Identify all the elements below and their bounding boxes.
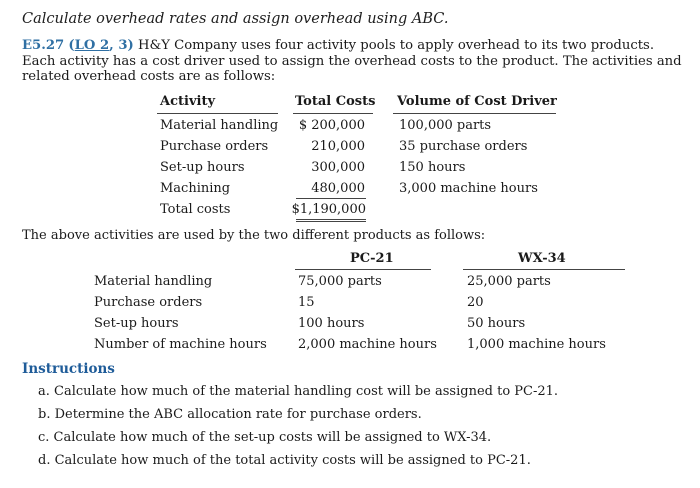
activity-driver: 150 hours [399,160,466,175]
total-double-rule-1 [296,219,366,220]
pc21-value: 100 hours [298,316,365,331]
activity-name: Set-up hours [160,160,245,175]
header-pc21: PC-21 [350,251,394,266]
lo-rest: , 3) [109,38,134,53]
instruction-item: d. Calculate how much of the total activity costs will be assigned to PC-21. [38,453,531,468]
pc21-value: 75,000 parts [298,274,382,289]
instruction-item: b. Determine the ABC allocation rate for purchase orders. [38,407,422,422]
header-rule-wx34 [463,269,625,270]
product-row-label: Material handling [94,274,213,289]
header-wx34: WX-34 [518,251,566,266]
activity-driver: 100,000 parts [399,118,492,133]
product-row-label: Number of machine hours [94,337,267,352]
activity-cost: $ 200,000 [298,118,365,133]
pc21-value: 2,000 machine hours [298,337,437,352]
wx34-value: 1,000 machine hours [467,337,606,352]
instruction-item: a. Calculate how much of the material handling cost will be assigned to PC-21. [38,384,559,399]
product-row-label: Set-up hours [94,316,179,331]
exercise-headline: Calculate overhead rates and assign overhead using ABC. [22,11,449,27]
total-rule [296,198,366,199]
wx34-value: 20 [467,295,484,310]
total-value: $1,190,000 [291,202,366,217]
wx34-value: 25,000 parts [467,274,551,289]
header-volume-driver: Volume of Cost Driver [397,94,557,109]
problem-statement [22,38,684,85]
problem-number: E5.27 [22,38,65,53]
header-rule-activity [157,113,278,114]
learning-objective-link[interactable]: LO 2 [74,38,110,53]
instructions-title: Instructions [22,361,115,377]
activity-name: Material handling [160,118,279,133]
activity-driver: 3,000 machine hours [399,181,538,196]
total-label: Total costs [160,202,231,217]
activity-cost: 480,000 [311,181,365,196]
activity-name: Purchase orders [160,139,269,154]
header-rule-pc21 [295,269,431,270]
activity-name: Machining [160,181,231,196]
total-double-rule-2 [296,221,366,222]
activity-cost: 210,000 [311,139,365,154]
header-rule-costs [293,113,373,114]
wx34-value: 50 hours [467,316,526,331]
lo-open: ( [68,38,75,53]
products-intro: The above activities are used by the two different products as follows: [22,228,486,243]
instruction-item: c. Calculate how much of the set-up costs will be assigned to WX-34. [38,430,492,445]
header-rule-driver [393,113,556,114]
product-row-label: Purchase orders [94,295,203,310]
problem-text: H&Y Company uses four activity pools to apply overhead to its two products. Each activity has a cost driver used to assign the overhead costs to the product. The activities and related overhead costs are as follows: [22,38,682,84]
pc21-value: 15 [298,295,315,310]
activity-cost: 300,000 [311,160,365,175]
activity-driver: 35 purchase orders [399,139,528,154]
header-activity: Activity [160,94,215,109]
header-total-costs: Total Costs [295,94,376,109]
